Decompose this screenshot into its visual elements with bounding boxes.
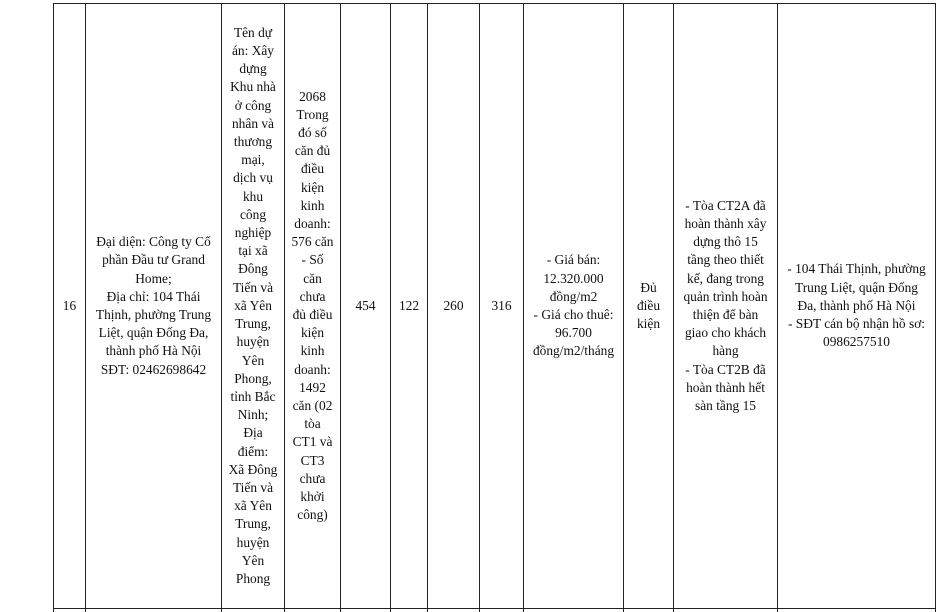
text-line: án: Xây [231,43,275,59]
text-line: Trung Liệt, quận Đống [795,279,918,295]
text-line: Thịnh, phường Trung [95,307,212,322]
unit-count-cell [285,4,341,609]
text-line: Yên [241,352,265,368]
price-cell [524,4,624,609]
text-line: ở công [234,97,272,113]
text-line: hoàn thành hết [686,379,765,395]
text-line: 12.320.000 [543,270,604,286]
empty-cell [86,609,222,612]
text-line: công [239,206,267,222]
text-line: Đại diện: Công ty Cổ [96,234,211,250]
text-line: sàn tầng 15 [695,398,756,414]
text-line: Home; [135,270,172,286]
text-line: xã Yên [234,498,272,514]
text-line: thương [233,134,273,150]
text-line: kinh [300,197,325,213]
text-line: Ninh; [237,407,269,423]
text-line: Đông [238,261,268,277]
text-line: - Tòa CT2A đã [685,197,766,213]
text-line: - Giá bán: [546,252,601,268]
text-line: SĐT: 02462698642 [100,361,207,377]
text-line: đồng/m2/tháng [532,343,615,359]
text-line: Xã Đông [228,461,278,477]
text-line: khu [242,188,264,204]
text-line: huyện [236,534,270,550]
text-line: Tiến và [232,279,274,295]
text-line: CT3 [300,452,325,468]
text-line: - SĐT cán bộ nhận hồ sơ: [787,316,925,332]
empty-cell [480,609,524,612]
text-line: - 104 Thái Thịnh, phường [787,261,926,277]
text-line: - Số [301,252,324,268]
text-line: căn đủ [294,143,331,159]
empty-cell [674,609,778,612]
text-line: Khu nhà [230,79,276,95]
quantity-cell-3: 260 [428,4,480,609]
project-info-cell [222,4,285,609]
text-line: Tên dự [233,24,273,40]
text-line: 576 căn [291,234,334,250]
text-line: CT1 và [292,434,333,450]
text-line: Đa, thành phố Hà Nội [797,297,916,313]
empty-cell [428,609,480,612]
empty-cell [624,609,674,612]
stt-cell: 16 [54,4,86,609]
text-line: chưa [299,470,326,486]
empty-cell [524,609,624,612]
investor-cell [86,4,222,609]
text-line: Đủ [640,279,657,295]
text-line: Yên [241,552,265,568]
contact-cell [778,4,936,609]
text-line: dựng thô 15 [693,234,758,250]
table-row [54,4,936,609]
text-line: Trung, [235,316,271,332]
text-line: hàng [712,343,739,359]
text-line: Tiến và [232,479,274,495]
empty-cell [285,609,341,612]
text-line: 1492 [299,379,326,395]
empty-cell [391,609,428,612]
quantity-cell-2: 122 [391,4,428,609]
condition-cell [624,4,674,609]
text-line: điều [300,161,325,177]
empty-cell [778,609,936,612]
text-line: kế, đang trong [687,270,764,286]
text-line: Địa chỉ: 104 Thái [106,288,201,304]
text-line: 96.700 [555,325,592,341]
text-line: xã Yên [234,297,272,313]
text-line: nhân và [231,115,275,131]
text-line: mại, [241,152,265,168]
text-line: tòa [304,416,321,432]
text-line: tại xã [238,243,268,259]
text-line: điều [636,297,661,313]
quantity-cell-4: 316 [480,4,524,609]
text-line: hoàn thành xây [684,215,767,231]
text-line: tầng theo thiết [687,252,764,268]
text-line: dịch vụ [233,170,273,186]
text-line: doanh: [294,361,331,377]
text-line: kiện [300,325,325,341]
text-line: đồng/m2 [549,288,598,304]
text-line: 2068 [299,88,326,104]
text-line: Trung, [235,516,271,532]
text-line: thành phố Hà Nội [105,343,202,359]
text-line: kinh [300,343,325,359]
text-line: kiện [636,316,661,332]
text-line: đó số [298,124,327,140]
text-line: Liệt, quận Đống Đa, [98,325,209,341]
text-line: phần Đầu tư Grand [102,252,205,268]
text-line: căn (02 [292,398,333,414]
progress-cell [674,4,778,609]
text-line: điểm: [237,443,269,459]
empty-cell [54,609,86,612]
text-line: thiện để bàn [692,307,759,322]
empty-cell [222,609,285,612]
text-line: Trong [296,106,329,122]
text-line: nghiệp [234,225,272,241]
text-line: đủ điều [292,307,333,322]
text-line: 0986257510 [823,334,890,350]
text-line: chưa [299,288,326,304]
text-line: khởi [300,489,325,505]
text-line: - Giá cho thuê: [533,307,614,322]
text-line: dựng [239,61,267,77]
text-line: kiện [300,179,325,195]
text-line: Phong, [234,370,272,386]
text-line: huyện [236,334,270,350]
project-table [53,3,936,612]
text-line: công) [297,507,328,523]
quantity-cell-1: 454 [341,4,391,609]
text-line: quản trình hoàn [683,288,768,304]
text-line: giao cho khách [684,325,767,341]
text-line: doanh: [294,215,331,231]
text-line: tỉnh Bắc [230,388,276,404]
text-line: Phong [235,570,271,586]
text-line: căn [303,270,322,286]
text-line: Địa [243,425,263,441]
empty-cell [341,609,391,612]
text-line: - Tòa CT2B đã [685,361,766,377]
next-table-row [54,609,936,612]
